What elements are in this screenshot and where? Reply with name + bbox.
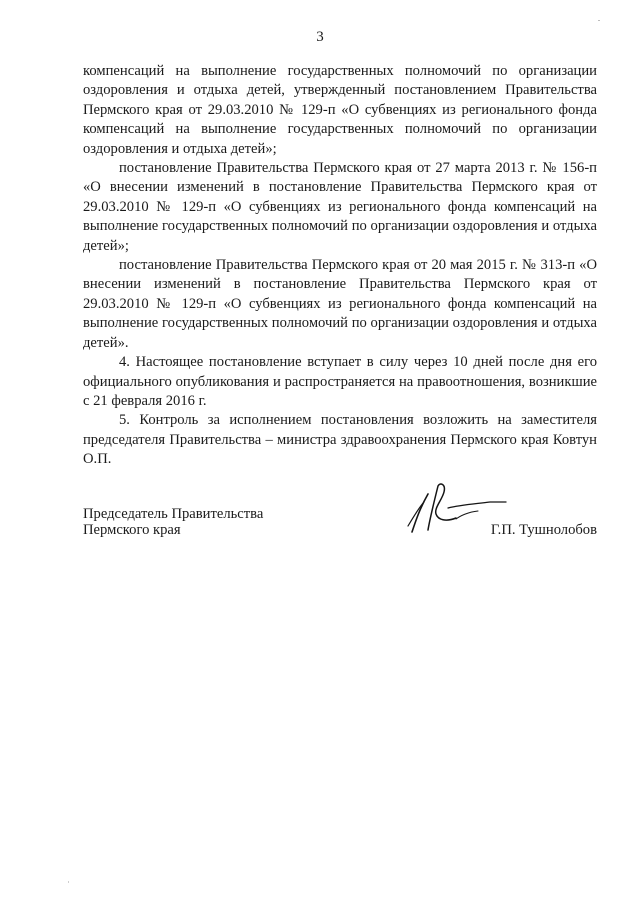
document-body	[83, 62, 597, 470]
scan-mark	[598, 20, 600, 21]
paragraph-resolution-156: постановление Правительства Пермского края от 27 марта 2013 г. № 156-п «О внесении изменений в постановление Правительства Пермского края от 29.03.2010 № 129-п «О субвенциях из регионального фонда компенсаций на выполнение государственных полномочий по организации оздоровления и отдыха детей»;	[83, 160, 597, 254]
paragraph-clause-4: 4. Настоящее постановление вступает в силу через 10 дней после дня его официального опубликования и распространяется на правоотношения, возникшие с 21 февраля 2016 г.	[83, 354, 597, 409]
scan-mark	[68, 881, 69, 883]
signature-block	[83, 506, 597, 546]
page-number: 3	[316, 29, 324, 45]
paragraph-clause-5: 5. Контроль за исполнением постановления возложить на заместителя председателя Правительства – министра здравоохранения Пермского края Ковтун О.П.	[83, 412, 597, 468]
paragraph-continuation: компенсаций на выполнение государственных полномочий по организации оздоровления и отдыха детей, утвержденный постановлением Правительства Пермского края от 29.03.2010 № 129-п «О субвенциях из регионального фонда компенсаций на выполнение государственных полномочий по организации оздоровления и отдыха детей»;	[83, 63, 597, 157]
signatory-name: Г.П. Тушнолобов	[490, 522, 597, 538]
signatory-title-line1: Председатель Правительства	[83, 506, 264, 522]
handwritten-signature-icon	[398, 478, 518, 538]
paragraph-resolution-313: постановление Правительства Пермского края от 20 мая 2015 г. № 313-п «О внесении изменений в постановление Правительства Пермского края от 29.03.2010 № 129-п «О субвенциях из регионального фонда компенсаций на выполнение государственных полномочий по организации оздоровления и отдыха детей».	[83, 257, 597, 351]
signatory-title-line2: Пермского края	[83, 522, 181, 538]
